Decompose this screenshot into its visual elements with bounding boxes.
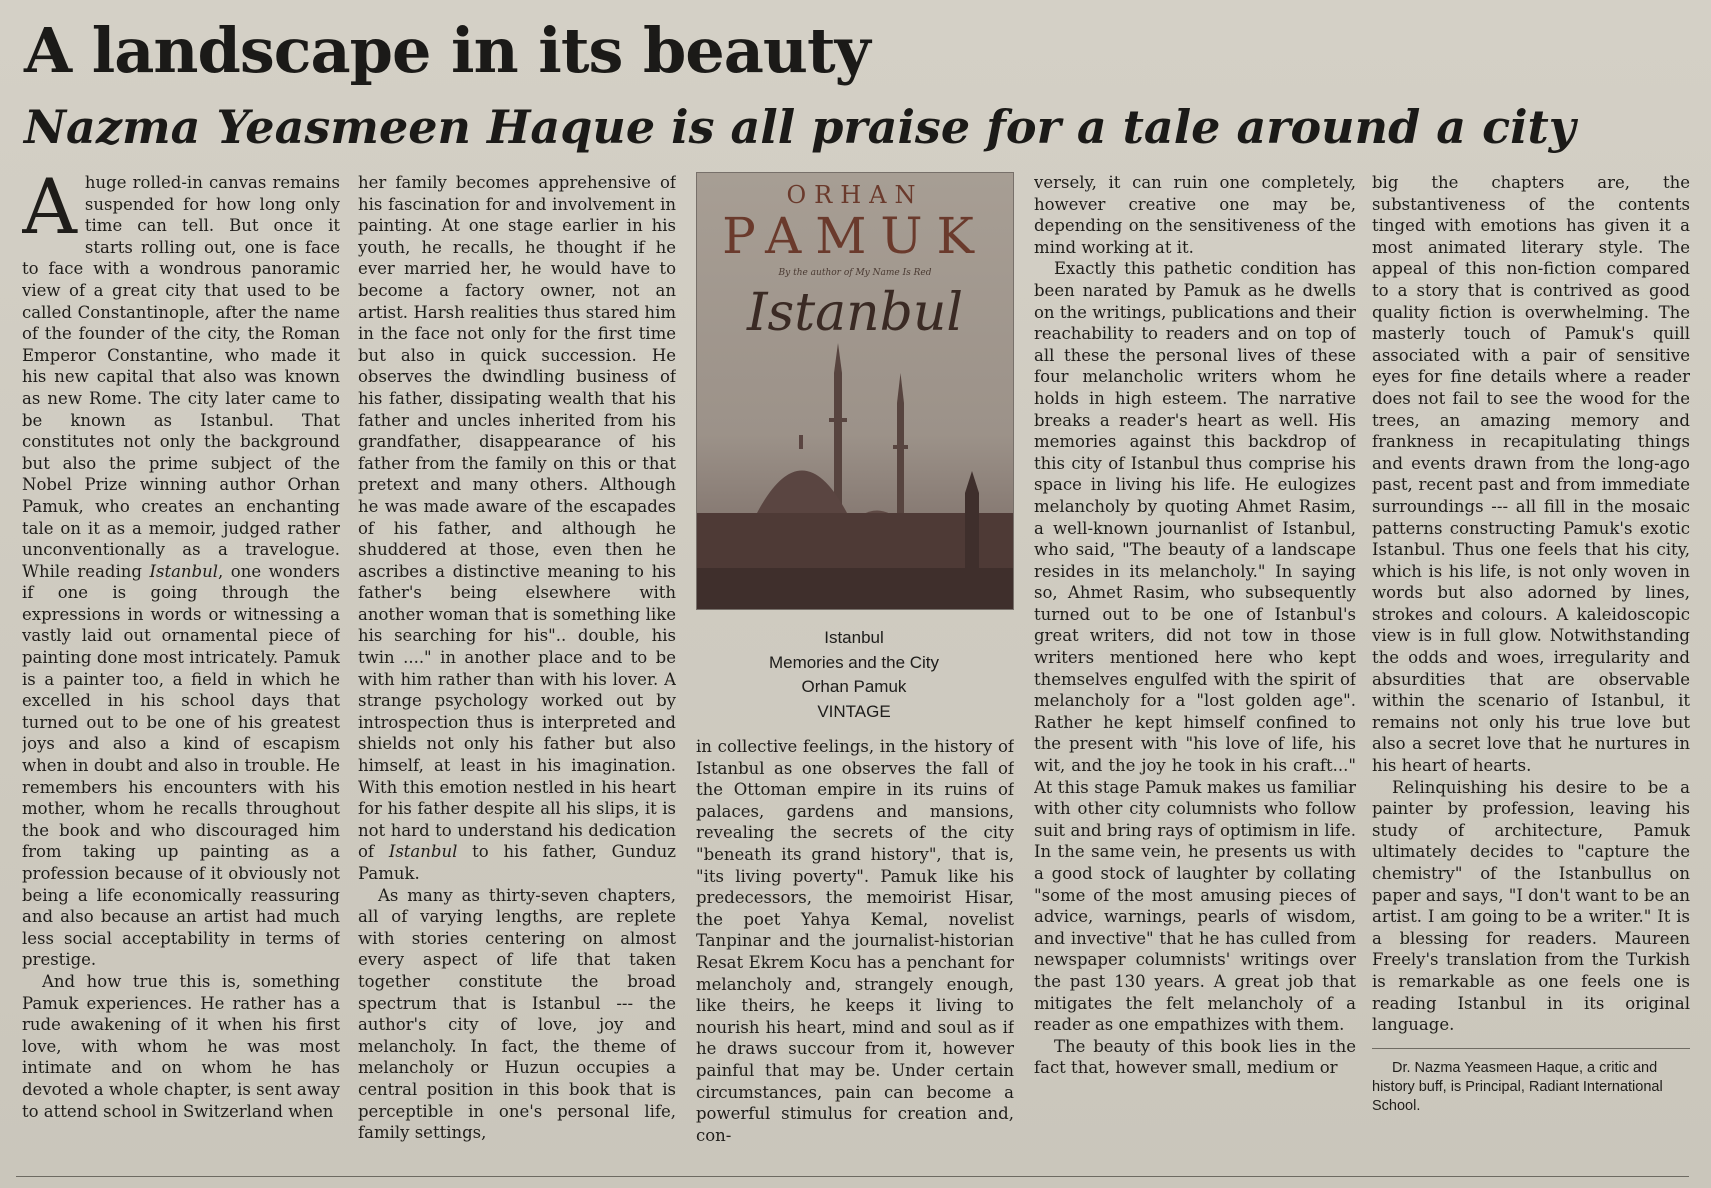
paragraph: versely, it can ruin one completely, however creative one may be, depending on the sensitiveness of the mind working at it. [1034,173,1356,257]
bio-divider [1372,1048,1690,1049]
drop-cap: A [22,172,77,251]
bottom-rule [16,1176,1689,1177]
book-cover-image [696,172,1014,610]
cover-byline: By the author of My Name Is Red [778,268,932,278]
paragraph: The beauty of this book lies in the fact that, however small, medium or [1034,1036,1356,1078]
article-column-1 [22,172,340,1172]
paragraph: big the chapters are, the substantiveness of the contents tinged with emotions has given it a most animated literary style. The appeal of this non-fiction compared to a story that is contrived as good quality fiction is overwhelming. The masterly touch of Pamuk's quill associated with a pair of sensitive eyes for fine details where a reader does not fail to see the wood for the trees, an amazing memory and frankness in recapitulating things and events drawn from the long-ago past, recent past and from immediate surroundings --- all fill in the mosaic patterns constructing Pamuk's exotic Istanbul. Thus one feels that his city, which is his life, is not only woven in words but also adorned by lines, strokes and colours. A kaleidoscopic view is in full glow. Notwithstanding the odds and woes, irregularity and absurdities that are observable within the scenario of Istanbul, it remains not only his true love but also a secret love that he nurtures in his heart of hearts. [1372,173,1690,776]
paragraph: in collective feelings, in the history of Istanbul as one observes the fall of the Ottoman empire in its ruins of palaces, gardens and mansions, revealing the secrets of the city "beneath its grand history", that is, "its living poverty". Pamuk like his predecessors, the memoirist Hisar, the poet Yahya Kemal, novelist Tanpinar and the journalist-historian Resat Ekrem Kocu has a penchant for melancholy and, strangely enough, like theirs, he keeps it living to nourish his heart, mind and soul as if he draws succour from it, however painful that may be. Under certain circumstances, pain can become a powerful stimulus for creation and, con- [696,737,1014,1145]
paragraph: Relinquishing his desire to be a painter by profession, leaving his study of architecture, Pamuk ultimately decides to "capture the chemistry" of the Istanbullus on paper and says, "I don't want to be an artist. I am going to be a writer." It is a blessing for readers. Maureen Freely's translation from the Turkish is remarkable as one feels one is reading Istanbul in its original language. [1372,777,1690,1035]
deck-subheadline: Nazma Yeasmeen Haque is all praise for a tale around a city [24,100,1576,154]
headline: A landscape in its beauty [24,14,870,87]
author-bio: Dr. Nazma Yeasmeen Haque, a critic and history buff, is Principal, Radiant International School. [1372,1059,1663,1114]
caption-title: Istanbul [824,628,884,647]
article-column-5 [1372,172,1690,1172]
caption-author: Orhan Pamuk [801,677,907,696]
paragraph: And how true this is, something Pamuk experiences. He rather has a rude awakening of it when his first love, with whom he was most intimate and on whom he has devoted a whole chapter, is sent away to attend school in Switzerland when [22,971,340,1121]
paragraph: Ahuge rolled-in canvas remains suspended for how long only time can tell. But once it starts rolling out, one is face to face with a wondrous panoramic view of a great city that used to be called Constantinople, after the name of the founder of the city, the Roman Emperor Constantine, who made it his new capital that also was known as new Rome. The city later came to be known as Istanbul. That constitutes not only the background but also the prime subject of the Nobel Prize winning author Orhan Pamuk, who creates an enchanting tale on it as a memoir, judged rather unconventionally as a travelogue. While reading Istanbul, one wonders if one is going through the expressions in words or witnessing a vastly laid out ornamental piece of painting done most intricately. Pamuk is a painter too, a field in which he excelled in his school days that turned out to be one of his greatest joys and also a kind of escapism when in doubt and also in trouble. He remembers his encounters with his mother, whom he recalls throughout the book and who discouraged him from taking up painting as a profession because of it obviously not being a life economically reassuring and also because an artist had much less social acceptability in terms of prestige. [22,172,340,970]
paragraph: As many as thirty-seven chapters, all of varying lengths, are replete with stories centering on almost every aspect of life that taken together constitute the broad spectrum that is Istanbul --- the author's city of love, joy and melancholy. In fact, the theme of melancholy or Huzun occupies a central position in this book that is perceptible in one's personal life, family settings, [358,885,676,1143]
cover-author-first-name: ORHAN [786,181,924,209]
article-column-3 [696,736,1014,1166]
caption-publisher: VINTAGE [817,701,891,721]
cover-author-last-name: PAMUK [722,207,988,265]
paragraph: her family becomes apprehensive of his fascination for and involvement in painting. At one stage earlier in his youth, he recalls, he thought if he ever married her, he would have to become a factory owner, not an artist. Harsh realities thus stared him in the face not only for the first time but also in quick succession. He observes the dwindling business of his father, dissipating wealth that his father and uncles inherited from his grandfather, disappearance of his father from the family on this or that pretext and many others. Although he was made aware of the escapades of his father, and although he shuddered at those, even then he ascribes a distinctive meaning to his father's being elsewhere with another woman that is something like his searching for his".. double, his twin ...." in another place and to be with him rather than with his lover. A strange psychology worked out by introspection thus is interpreted and shields not only his father but also himself, at least in his imagination. With this emotion nestled in his heart for his father despite all his slips, it is not hard to understand his dedication of Istanbul to his father, Gunduz Pamuk. [358,173,676,883]
paragraph: Exactly this pathetic condition has been narated by Pamuk as he dwells on the writings, publications and their reachability to readers and on top of all these the personal lives of these four melancholic writers whom he holds in high esteem. The narrative breaks a reader's heart as well. His memories against this backdrop of this city of Istanbul thus comprise his space in living his life. He eulogizes melancholy by quoting Ahmet Rasim, a well-known journanlist of Istanbul, who said, "The beauty of a landscape resides in its melancholy." In saying so, Ahmet Rasim, who subsequently turned out to be one of Istanbul's great writers, did not tow in those writers mentioned here who kept themselves engulfed with the spirit of melancholy for a "lost golden age". Rather he kept himself confined to the present with "his love of life, his wit, and the joy he took in his craft..." At this stage Pamuk makes us familiar with other city columnists who follow suit and bring rays of optimism in life. In the same vein, he presents us with a good stock of laughter by collating "some of the most amusing pieces of advice, warnings, pearls of wisdom, and invective" that he has culled from newspaper columnists' writings over the past 130 years. A great job that mitigates the felt melancholy of a reader as one empathizes with them. [1034,259,1356,1035]
caption-subtitle: Memories and the City [768,652,940,672]
article-column-4 [1034,172,1356,1172]
book-info-caption [696,626,1012,724]
article-column-2 [358,172,676,1172]
cover-title: Istanbul [746,283,964,343]
